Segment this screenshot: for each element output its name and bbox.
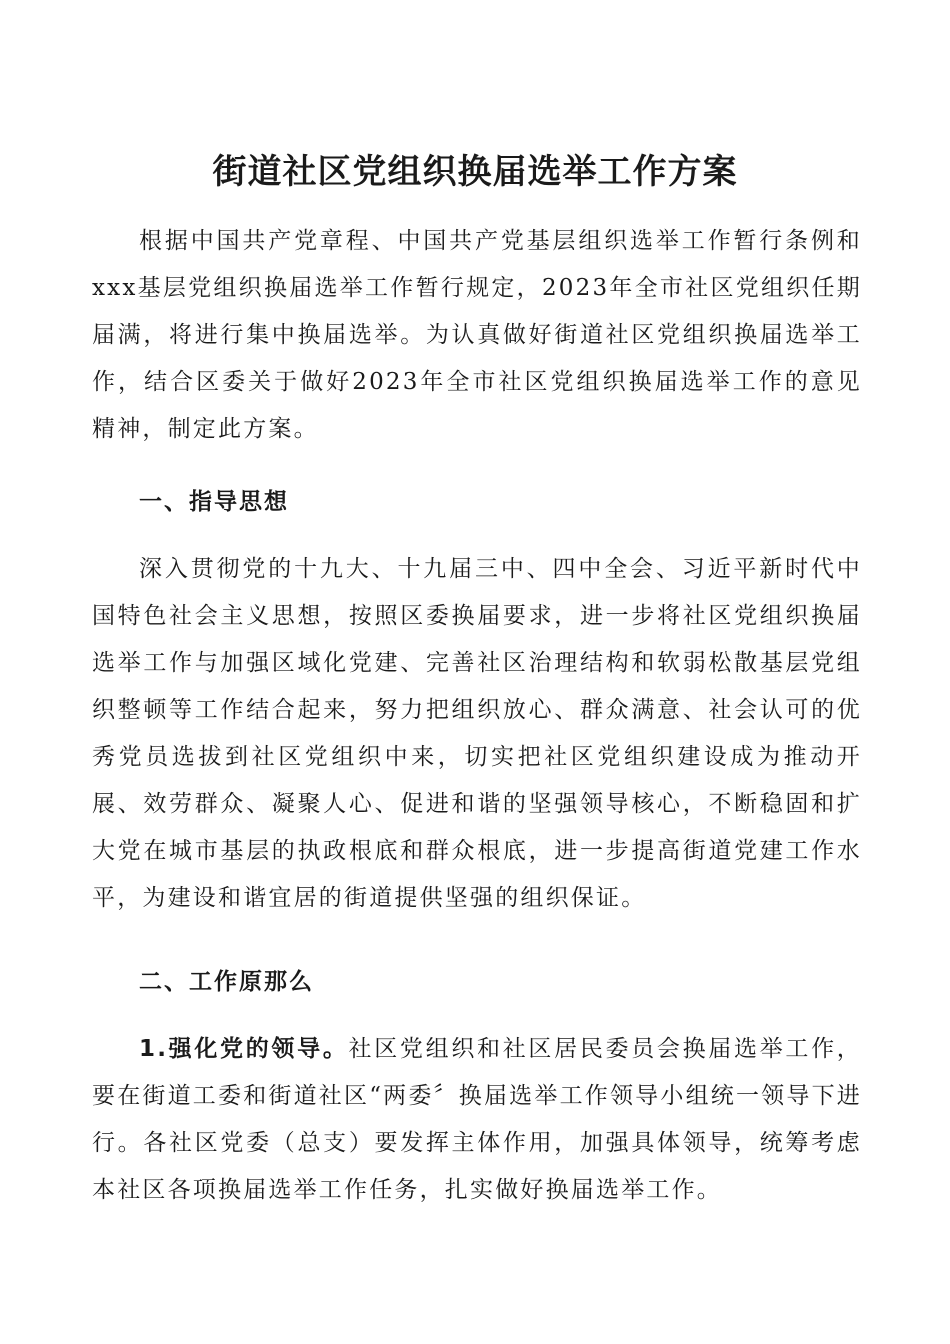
intro-paragraph: 根据中国共产党章程、中国共产党基层组织选举工作暂行条例和xxx基层党组织换届选举工作暂行规定，2023年全市社区党组织任期届满，将进行集中换届选举。为认真做好街道社区党组织换届选举工作，结合区委关于做好2023年全市社区党组织换届选举工作的意见精神，制定此方案。: [92, 228, 862, 442]
document-title: 街道社区党组织换届选举工作方案: [212, 152, 738, 192]
principle-1-body: 社区党组织和社区居民委员会换届选举工作，要在街道工委和街道社区“两委〞换届选举工作领导小组统一领导下进行。各社区党委（总支）要发挥主体作用，加强具体领导，统筹考虑本社区各项换届选举工作任务，扎实做好换届选举工作。: [92, 1036, 862, 1203]
section-2-heading: 二、工作原那么: [139, 969, 314, 995]
section-1-heading: 一、指导思想: [139, 489, 289, 515]
principle-1-paragraph: [92, 1026, 862, 1214]
section-1-paragraph: 深入贯彻党的十九大、十九届三中、四中全会、习近平新时代中国特色社会主义思想，按照区委换届要求，进一步将社区党组织换届选举工作与加强区域化党建、完善社区治理结构和软弱松散基层党组织整顿等工作结合起来，努力把组织放心、群众满意、社会认可的优秀党员选拔到社区党组织中来，切实把社区党组织建设成为推动开展、效劳群众、凝聚人心、促进和谐的坚强领导核心，不断稳固和扩大党在城市基层的执政根底和群众根底，进一步提高街道党建工作水平，为建设和谐宜居的街道提供坚强的组织保证。: [92, 556, 862, 911]
principle-1-lead: 1.强化党的领导。: [139, 1036, 349, 1062]
